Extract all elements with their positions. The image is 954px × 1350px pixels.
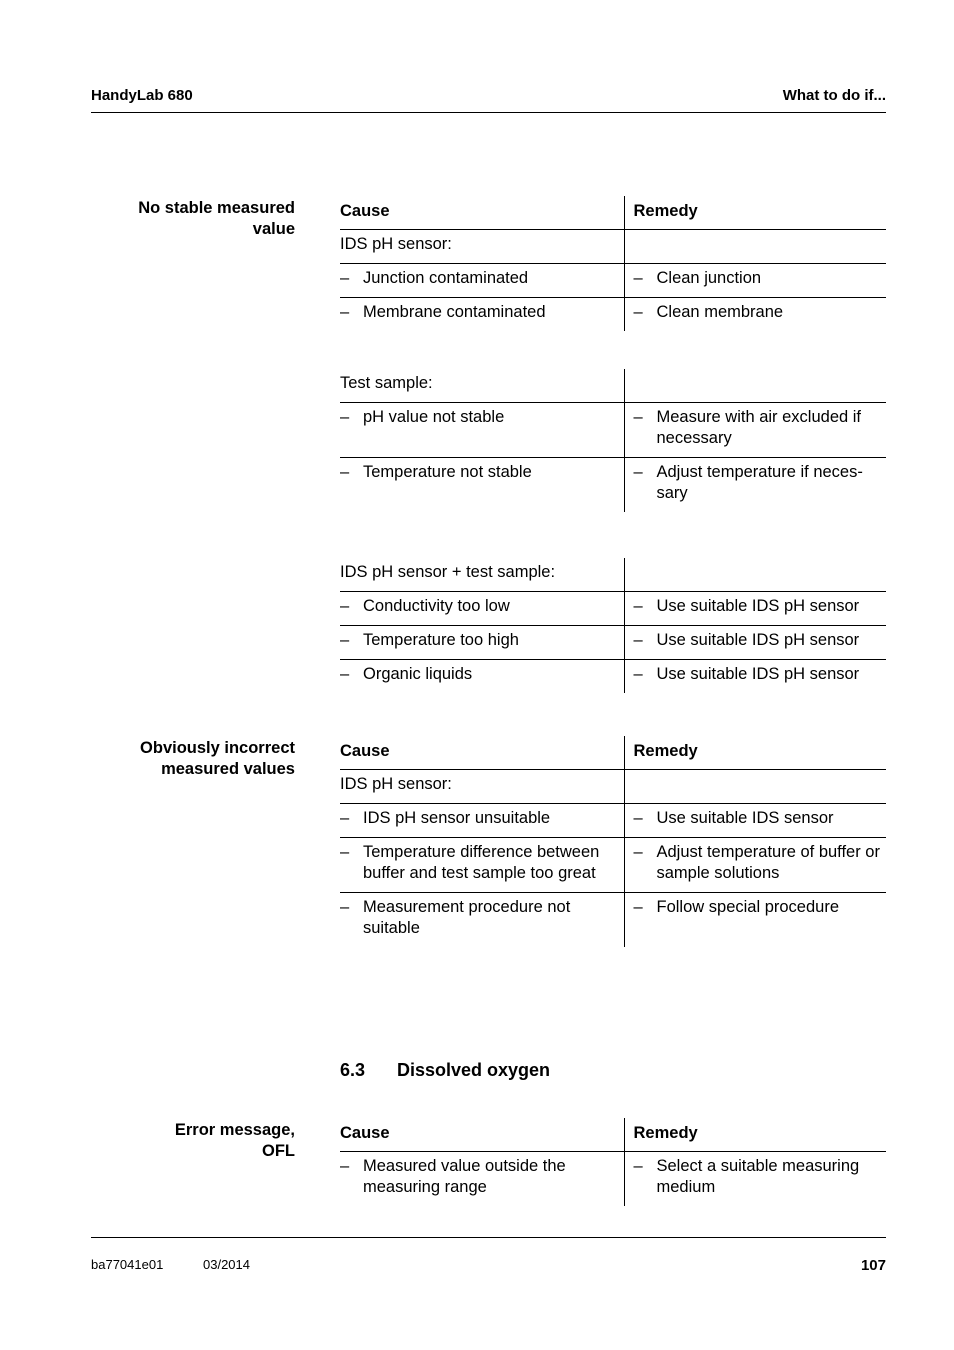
side-heading-line: Obviously incorrect: [140, 739, 295, 757]
column-header-remedy: Remedy: [624, 1118, 886, 1152]
cause-text: IDS pH sensor unsuitable: [363, 809, 551, 827]
remedy-text: Measure with air excluded if necessary: [656, 408, 862, 447]
table-row: [340, 458, 886, 513]
page-number: 107: [860, 1257, 886, 1274]
dash: –: [633, 665, 643, 683]
cause-text: pH value not stable: [363, 408, 505, 426]
dash: –: [633, 463, 643, 481]
group-title: Test sample:: [340, 369, 624, 403]
side-heading-line: value: [252, 220, 295, 238]
oxygen-ofl-table: [340, 1118, 886, 1206]
side-heading-line: OFL: [262, 1142, 295, 1160]
remedy-text: Clean membrane: [656, 303, 784, 321]
table-row: [340, 804, 886, 838]
table-header-row: [340, 1118, 886, 1152]
dash: –: [340, 463, 350, 481]
table-group-row: [340, 369, 886, 403]
remedy-text: Use suitable IDS pH sensor: [656, 631, 860, 649]
table-row: [340, 264, 886, 298]
table-row: [340, 626, 886, 660]
dash: –: [340, 898, 350, 916]
cause-text: Membrane contaminated: [363, 303, 546, 321]
dash: –: [633, 408, 643, 426]
group-title: IDS pH sensor:: [340, 770, 624, 804]
table-group-row: [340, 770, 886, 804]
dash: –: [633, 809, 643, 827]
section-number: 6.3: [340, 1060, 366, 1080]
column-header-remedy: Remedy: [624, 196, 886, 230]
dash: –: [340, 269, 350, 287]
no-stable-table-sample: [340, 369, 886, 512]
cause-text: Temperature difference between buffer and test sample too great: [363, 843, 600, 882]
side-heading-incorrect-values: [75, 738, 295, 780]
table-group-row: [340, 558, 886, 592]
footer-date: 03/2014: [203, 1257, 250, 1272]
table-header-row: [340, 196, 886, 230]
remedy-text: Use suitable IDS pH sensor: [656, 665, 860, 683]
group-title-empty: [624, 230, 886, 264]
remedy-text: Select a suitable measuring medium: [656, 1157, 860, 1196]
footer-divider: [91, 1237, 886, 1238]
group-title: IDS pH sensor:: [340, 230, 624, 264]
incorrect-values-table: [340, 736, 886, 947]
side-heading-line: Error message,: [174, 1121, 295, 1139]
side-heading-line: No stable measured: [138, 199, 295, 217]
table-row: [340, 660, 886, 694]
dash: –: [340, 809, 350, 827]
column-header-remedy: Remedy: [624, 736, 886, 770]
cause-text: Organic liquids: [363, 665, 473, 683]
column-header-cause: Cause: [340, 1118, 624, 1152]
dash: –: [633, 303, 643, 321]
dash: –: [340, 597, 350, 615]
remedy-text: Adjust temperature of buffer or sample solutions: [656, 843, 880, 882]
dash: –: [633, 898, 643, 916]
remedy-text: Use suitable IDS sensor: [656, 809, 834, 827]
column-header-cause: Cause: [340, 196, 624, 230]
side-heading-error-ofl: [75, 1120, 295, 1162]
table-group-row: [340, 230, 886, 264]
cause-text: Conductivity too low: [363, 597, 510, 615]
column-header-cause: Cause: [340, 736, 624, 770]
section-heading-dissolved-oxygen: [340, 1060, 550, 1081]
cause-text: Junction contaminated: [363, 269, 529, 287]
dash: –: [340, 408, 350, 426]
dash: –: [340, 665, 350, 683]
no-stable-table-sensor: [340, 196, 886, 331]
side-heading-no-stable-value: [75, 198, 295, 240]
table-row: [340, 838, 886, 893]
header-divider: [91, 112, 886, 113]
side-heading-line: measured values: [161, 760, 295, 778]
group-title-empty: [624, 369, 886, 403]
remedy-text: Adjust temperature if neces-sary: [656, 463, 863, 502]
table-row: [340, 298, 886, 332]
dash: –: [633, 1157, 643, 1175]
header-product-name: HandyLab 680: [91, 87, 193, 104]
cause-text: Temperature too high: [363, 631, 519, 649]
table-row: [340, 893, 886, 948]
dash: –: [340, 843, 350, 861]
group-title-empty: [624, 558, 886, 592]
section-title: Dissolved oxygen: [397, 1060, 551, 1080]
header-chapter-title: What to do if...: [782, 87, 886, 104]
no-stable-table-sensor-and-sample: [340, 558, 886, 693]
table-row: [340, 592, 886, 626]
dash: –: [633, 843, 643, 861]
cause-text: Measured value outside the measuring range: [363, 1157, 566, 1196]
dash: –: [633, 269, 643, 287]
table-header-row: [340, 736, 886, 770]
dash: –: [633, 597, 643, 615]
cause-text: Measurement procedure not suitable: [363, 898, 571, 937]
dash: –: [340, 303, 350, 321]
footer-document-id: ba77041e01: [91, 1257, 164, 1272]
group-title: IDS pH sensor + test sample:: [340, 558, 624, 592]
table-row: [340, 1152, 886, 1207]
dash: –: [340, 1157, 350, 1175]
table-row: [340, 403, 886, 458]
group-title-empty: [624, 770, 886, 804]
remedy-text: Follow special procedure: [656, 898, 840, 916]
cause-text: Temperature not stable: [363, 463, 532, 481]
dash: –: [340, 631, 350, 649]
remedy-text: Use suitable IDS pH sensor: [656, 597, 860, 615]
dash: –: [633, 631, 643, 649]
remedy-text: Clean junction: [656, 269, 762, 287]
